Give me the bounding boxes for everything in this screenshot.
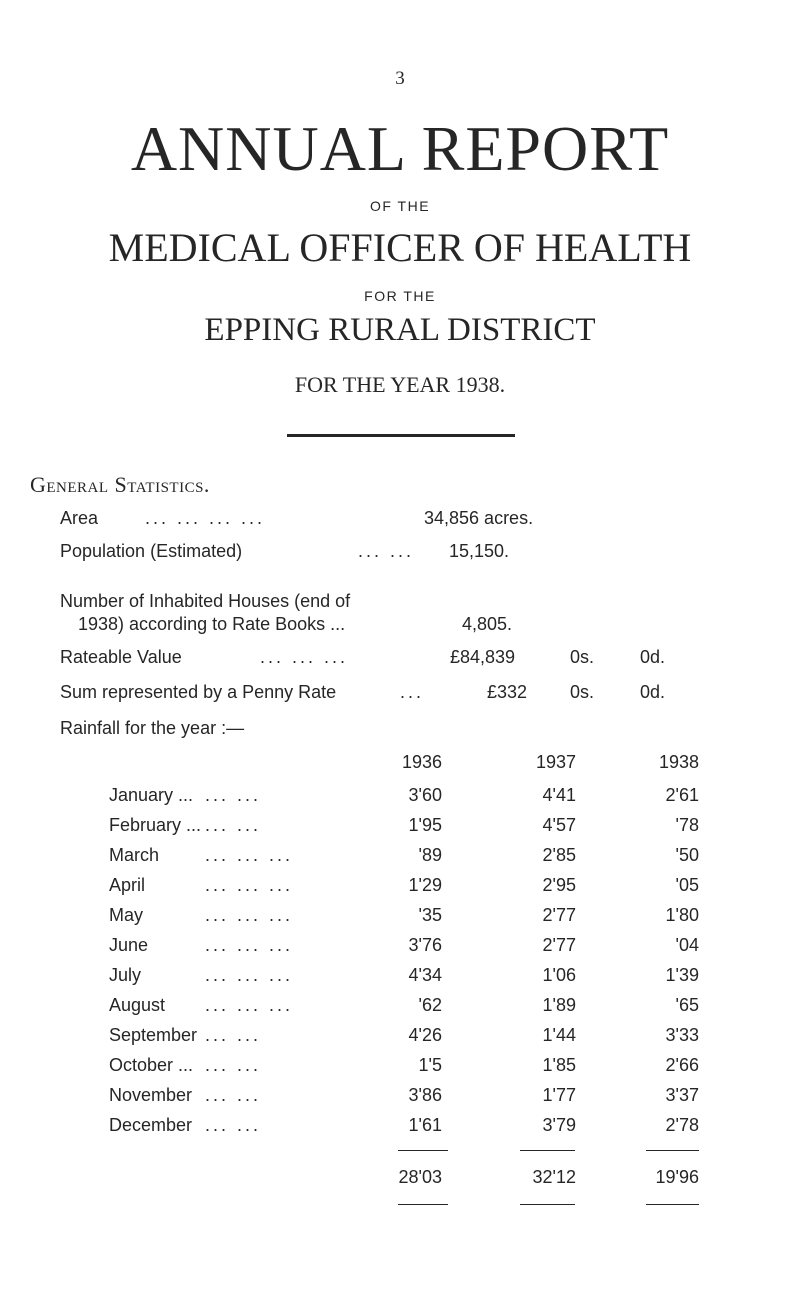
total-rule-top-1937 <box>520 1150 575 1151</box>
rainfall-row <box>0 905 800 931</box>
value-1938: 2'66 <box>665 1055 699 1075</box>
leader-dots: ... ... ... <box>205 845 294 865</box>
month-label: December <box>109 1115 193 1135</box>
total-rule-bottom-1937 <box>520 1204 575 1205</box>
population-dots: ... ... <box>358 541 415 561</box>
leader-dots: ... ... <box>205 1085 262 1105</box>
rateable-value-pounds: £84,839 <box>450 647 516 667</box>
subtitle-of-the: OF THE <box>369 198 431 214</box>
month-label: February ... <box>109 815 202 835</box>
month-label: May <box>109 905 144 925</box>
month-label: November <box>109 1085 193 1105</box>
value-1936: '89 <box>418 845 442 865</box>
value-1938: 2'78 <box>665 1115 699 1135</box>
value-1936: 1'95 <box>408 815 442 835</box>
rainfall-row <box>0 1085 800 1111</box>
month-label: June <box>109 935 149 955</box>
value-1936: '62 <box>418 995 442 1015</box>
area-value: 34,856 acres. <box>424 508 534 528</box>
rainfall-row <box>0 815 800 841</box>
total-1937: 32'12 <box>532 1167 576 1187</box>
district-title: EPPING RURAL DISTRICT <box>204 312 596 348</box>
value-1938: 3'33 <box>665 1025 699 1045</box>
value-1936: 1'61 <box>408 1115 442 1135</box>
rainfall-row <box>0 935 800 961</box>
value-1937: 4'41 <box>542 785 576 805</box>
value-1938: '04 <box>675 935 699 955</box>
leader-dots: ... ... <box>205 1115 262 1135</box>
value-1938: 1'39 <box>665 965 699 985</box>
rainfall-row <box>0 875 800 901</box>
value-1937: 1'89 <box>542 995 576 1015</box>
rainfall-row <box>0 995 800 1021</box>
year-header-1936: 1936 <box>401 752 442 772</box>
month-label: March <box>109 845 160 865</box>
rainfall-label: Rainfall for the year :— <box>60 718 245 738</box>
penny-rate-pence: 0d. <box>640 682 666 702</box>
population-label: Population (Estimated) <box>60 541 243 561</box>
rainfall-year-header <box>0 752 800 778</box>
month-label: September <box>109 1025 198 1045</box>
rainfall-totals-row <box>0 1167 800 1193</box>
rateable-value-pence: 0d. <box>640 647 666 667</box>
rainfall-row <box>0 1025 800 1051</box>
value-1937: 2'95 <box>542 875 576 895</box>
leader-dots: ... ... <box>205 815 262 835</box>
total-rule-bottom-1938 <box>646 1204 699 1205</box>
value-1938: '05 <box>675 875 699 895</box>
value-1936: 3'86 <box>408 1085 442 1105</box>
value-1936: 1'5 <box>418 1055 442 1075</box>
title-rule <box>287 434 515 437</box>
total-rule-top-1936 <box>398 1150 448 1151</box>
section-heading: General Statistics. <box>30 472 210 497</box>
value-1937: 4'57 <box>542 815 576 835</box>
total-rule-top-1938 <box>646 1150 699 1151</box>
area-label: Area <box>60 508 99 528</box>
houses-label-line1: Number of Inhabited Houses (end of <box>60 591 351 611</box>
value-1936: 4'34 <box>408 965 442 985</box>
population-value: 15,150. <box>449 541 510 561</box>
total-1938: 19'96 <box>655 1167 699 1187</box>
value-1938: '50 <box>675 845 699 865</box>
leader-dots: ... ... <box>205 1025 262 1045</box>
penny-rate-dots: ... <box>400 682 425 702</box>
value-1938: 2'61 <box>665 785 699 805</box>
value-1937: 1'77 <box>542 1085 576 1105</box>
penny-rate-shillings: 0s. <box>570 682 595 702</box>
report-subtitle: MEDICAL OFFICER OF HEALTH <box>108 225 692 270</box>
value-1938: '65 <box>675 995 699 1015</box>
total-1936: 28'03 <box>398 1167 442 1187</box>
report-title: ANNUAL REPORT <box>130 113 670 184</box>
value-1937: 1'85 <box>542 1055 576 1075</box>
value-1937: 2'77 <box>542 935 576 955</box>
leader-dots: ... ... <box>205 1055 262 1075</box>
value-1938: '78 <box>675 815 699 835</box>
penny-rate-label: Sum represented by a Penny Rate <box>60 682 337 702</box>
rateable-value-shillings: 0s. <box>570 647 595 667</box>
value-1936: 3'60 <box>408 785 442 805</box>
leader-dots: ... ... ... <box>205 965 294 985</box>
value-1937: 2'77 <box>542 905 576 925</box>
rateable-value-label: Rateable Value <box>60 647 182 667</box>
value-1937: 3'79 <box>542 1115 576 1135</box>
leader-dots: ... ... ... <box>205 905 294 925</box>
rainfall-row <box>0 845 800 871</box>
leader-dots: ... ... <box>205 785 262 805</box>
year-header-1937: 1937 <box>535 752 576 772</box>
area-dots: ... ... ... ... <box>145 508 266 528</box>
value-1938: 1'80 <box>665 905 699 925</box>
value-1936: 3'76 <box>408 935 442 955</box>
houses-label-line2: 1938) according to Rate Books ... <box>78 614 346 634</box>
subtitle-for-the: FOR THE <box>364 288 436 304</box>
leader-dots: ... ... ... <box>205 935 294 955</box>
rainfall-row <box>0 965 800 991</box>
penny-rate-pounds: £332 <box>487 682 528 702</box>
value-1937: 1'44 <box>542 1025 576 1045</box>
month-label: October ... <box>109 1055 194 1075</box>
houses-value: 4,805. <box>462 614 513 634</box>
month-label: April <box>109 875 146 895</box>
page-number: 3 <box>395 68 405 89</box>
year-header-1938: 1938 <box>658 752 699 772</box>
value-1936: 1'29 <box>408 875 442 895</box>
month-label: July <box>109 965 142 985</box>
rainfall-row <box>0 1055 800 1081</box>
value-1937: 1'06 <box>542 965 576 985</box>
month-label: January ... <box>109 785 194 805</box>
rateable-value-dots: ... ... ... <box>260 647 349 667</box>
total-rule-bottom-1936 <box>398 1204 448 1205</box>
leader-dots: ... ... ... <box>205 875 294 895</box>
value-1938: 3'37 <box>665 1085 699 1105</box>
rainfall-row <box>0 1115 800 1141</box>
value-1936: 4'26 <box>408 1025 442 1045</box>
month-label: August <box>109 995 166 1015</box>
leader-dots: ... ... ... <box>205 995 294 1015</box>
rainfall-row <box>0 785 800 811</box>
value-1936: '35 <box>418 905 442 925</box>
value-1937: 2'85 <box>542 845 576 865</box>
year-title: FOR THE YEAR 1938. <box>294 372 506 397</box>
